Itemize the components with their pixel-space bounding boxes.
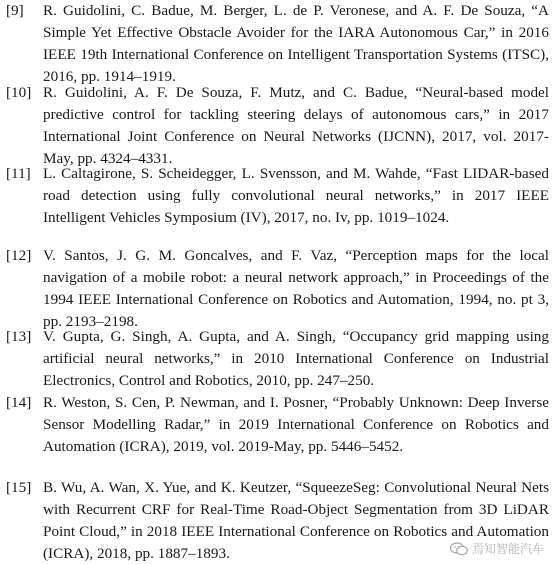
- reference-text: R. Guidolini, C. Badue, M. Berger, L. de P. Veronese, and A. F. De Souza, “A Simple Yet Effective Obstacle Avoider for the IARA Autonomous Car,” in 2016 IEEE 19th International Conference on Intelligent Transportation Systems (ITSC), 2016, pp. 1914–1919.: [43, 2, 549, 85]
- reference-number: [11]: [6, 165, 31, 182]
- watermark-text: 焉知智能汽车: [471, 542, 544, 556]
- reference-text: R. Weston, S. Cen, P. Newman, and I. Posner, “Probably Unknown: Deep Inverse Sensor Modelling Radar,” in 2019 International Conference on Robotics and Automation (ICRA), 2019, vol. 2019-May, pp. 5446–5452.: [43, 394, 549, 455]
- reference-number: [13]: [6, 328, 32, 345]
- reference-number: [15]: [6, 479, 32, 496]
- reference-text: B. Wu, A. Wan, X. Yue, and K. Keutzer, “SqueezeSeg: Convolutional Neural Nets with Recurrent CRF for Real-Time Road-Object Segmentation from 3D LiDAR Point Cloud,” in 2018 IEEE International Conference on Robotics and Automation (ICRA), 2018, pp. 1887–1893.: [43, 479, 549, 562]
- watermark: [450, 540, 544, 557]
- reference-number: [14]: [6, 394, 32, 411]
- reference-number: [10]: [6, 84, 32, 101]
- reference-text: L. Caltagirone, S. Scheidegger, L. Svensson, and M. Wahde, “Fast LIDAR-based road detection using fully convolutional neural networks,” in 2017 IEEE Intelligent Vehicles Symposium (IV), 2017, no. Iv, pp. 1019–1024.: [43, 165, 549, 226]
- reference-text: V. Santos, J. G. M. Goncalves, and F. Vaz, “Perception maps for the local navigation of a mobile robot: a neural network approach,” in Proceedings of the 1994 IEEE International Conference on Robotics and Automation, 1994, no. pt 3, pp. 2193–2198.: [43, 247, 549, 330]
- wechat-icon: [450, 542, 468, 556]
- reference-number: [9]: [6, 2, 24, 19]
- reference-text: V. Gupta, G. Singh, A. Gupta, and A. Singh, “Occupancy grid mapping using artificial neural networks,” in 2010 International Conference on Industrial Electronics, Control and Robotics, 2010, pp. 247–250.: [43, 328, 549, 389]
- reference-number: [12]: [6, 247, 32, 264]
- reference-text: R. Guidolini, A. F. De Souza, F. Mutz, and C. Badue, “Neural-based model predictive control for tackling steering delays of autonomous cars,” in 2017 International Joint Conference on Neural Networks (IJCNN), 2017, vol. 2017-May, pp. 4324–4331.: [43, 84, 549, 167]
